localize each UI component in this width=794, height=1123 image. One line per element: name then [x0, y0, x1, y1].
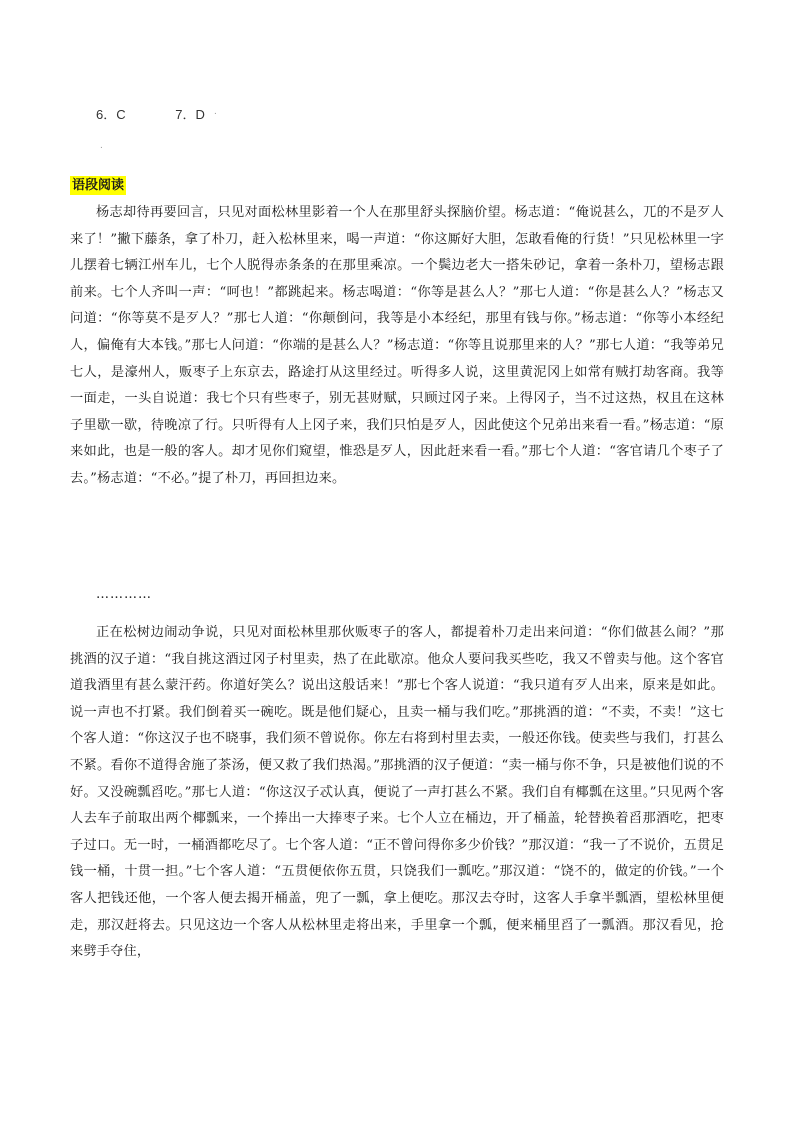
- stray-mark: .: [214, 106, 217, 117]
- answer-key: [96, 104, 205, 123]
- ellipsis-separator: …………: [96, 587, 152, 602]
- stray-mark: .: [100, 140, 103, 151]
- paragraph-1: 杨志却待再要回言，只见对面松林里影着一个人在那里舒头探脑价望。杨志道：“俺说甚么，兀的不是歹人来了！”撇下藤条，拿了朴刀，赶入松林里来，喝一声道：“你这厮好大胆，怎敢看俺的行货！”只见松林里一字儿摆着七辆江州车儿，七个人脱得赤条条的在那里乘凉。一个鬓边老大一搭朱砂记，拿着一条朴刀，望杨志跟前来。七个人齐叫一声：“呵也！”都跳起来。杨志喝道：“你等是甚么人？”那七人道：“你是甚么人？”杨志又问道：“你等莫不是歹人？”那七人道：“你颠倒问，我等是小本经纪，那里有钱与你。”杨志道：“你等小本经纪人，偏俺有大本钱。”那七人问道：“你端的是甚么人？”杨志道：“你等且说那里来的人？”那七人道：“我等弟兄七人，是濠州人，贩枣子上东京去，路途打从这里经过。听得多人说，这里黄泥冈上如常有贼打劫客商。我等一面走，一头自说道：我七个只有些枣子，别无甚财赋，只顾过冈子来。上得冈子，当不过这热，权且在这林子里歇一歇，待晚凉了行。只听得有人上冈子来，我们只怕是歹人，因此使这个兄弟出来看一看。”杨志道：“原来如此，也是一般的客人。却才见你们窥望，惟恐是歹人，因此赶来看一看。”那七个人道：“客官请几个枣子了去。”杨志道：“不必。”提了朴刀，再回担边来。: [70, 205, 724, 486]
- section-title: 语段阅读: [72, 178, 125, 193]
- paragraph-2: 正在松树边闹动争说，只见对面松林里那伙贩枣子的客人，都提着朴刀走出来问道：“你们做甚么闹？”那挑酒的汉子道：“我自挑这酒过冈子村里卖，热了在此歇凉。他众人要问我买些吃，我又不曾卖与他。这个客官道我酒里有甚么蒙汗药。你道好笑么？说出这般话来！”那七个客人说道：“我只道有歹人出来，原来是如此。说一声也不打紧。我们倒着买一碗吃。既是他们疑心，且卖一桶与我们吃。”那挑酒的道：“不卖，不卖！”这七个客人道：“你这汉子也不晓事，我们须不曾说你。你左右将到村里去卖，一般还你钱。使卖些与我们，打甚么不紧。看你不道得舍施了茶汤，便又救了我们热渴。”那挑酒的汉子便道：“卖一桶与你不争，只是被他们说的不好。又没碗瓢舀吃。”那七人道：“你这汉子忒认真，便说了一声打甚么不紧。我们自有椰瓢在这里。”只见两个客人去车子前取出两个椰瓢来，一个捧出一大捧枣子来。七个人立在桶边，开了桶盖，轮替换着舀那酒吃，把枣子过口。无一时，一桶酒都吃尽了。七个客人道：“正不曾问得你多少价钱？”那汉道：“我一了不说价，五贯足钱一桶，十贯一担。”七个客人道：“五贯便依你五贯，只饶我们一瓢吃。”那汉道：“饶不的，做定的价钱。”一个客人把钱还他，一个客人便去揭开桶盖，兜了一瓢，拿上便吃。那汉去夺时，这客人手拿半瓢酒，望松林里便走，那汉赶将去。只见这边一个客人从松林里走将出来，手里拿一个瓢，便来桶里舀了一瓢酒。那汉看见，抢来劈手夺住，: [70, 625, 724, 960]
- answer-7: 7．D: [175, 107, 205, 122]
- answer-6: 6．C: [96, 107, 126, 122]
